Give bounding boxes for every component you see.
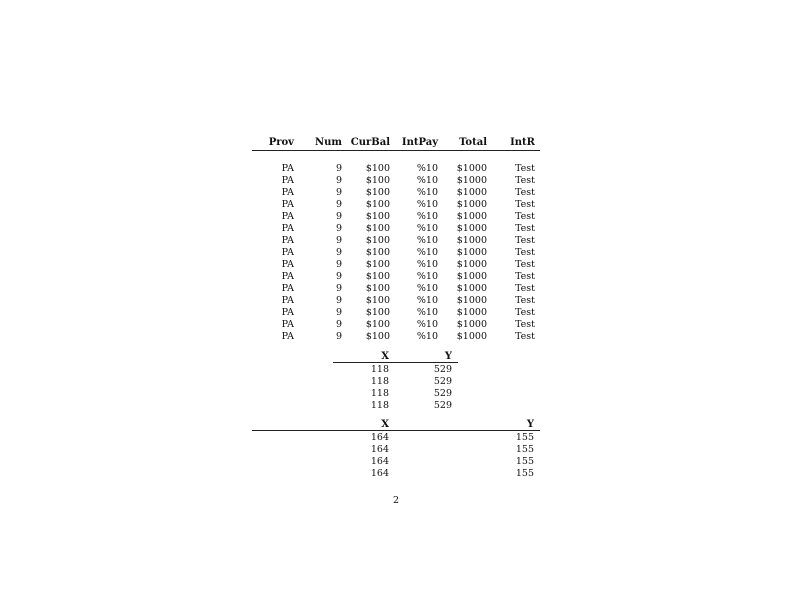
table-cell: PA [281,175,294,186]
table-cell: %10 [416,247,438,258]
table-cell: PA [281,283,294,294]
table-cell: 164 [370,432,389,443]
table-cell: 529 [433,388,452,399]
table-cell: $100 [365,187,390,198]
table-cell: 155 [515,456,534,467]
table-cell: $1000 [456,223,487,234]
header-rule [333,362,458,363]
table-cell: 155 [515,468,534,479]
table-cell: Test [515,271,535,282]
table-cell: PA [281,307,294,318]
table-cell: $100 [365,295,390,306]
table-cell: 9 [335,283,342,294]
table-cell: $1000 [456,319,487,330]
table-cell: Test [515,175,535,186]
table-cell: PA [281,259,294,270]
table-cell: 118 [370,364,389,375]
table-cell: 155 [515,432,534,443]
table-cell: $1000 [456,283,487,294]
table-cell: PA [281,235,294,246]
column-header: IntPay [401,137,438,148]
header-rule [252,430,540,431]
table-cell: 9 [335,271,342,282]
table-cell: $100 [365,247,390,258]
table-cell: 9 [335,235,342,246]
table-cell: 155 [515,444,534,455]
table-cell: $100 [365,259,390,270]
table-cell: 9 [335,199,342,210]
table-cell: PA [281,223,294,234]
table-cell: 9 [335,223,342,234]
table-cell: $1000 [456,295,487,306]
table-cell: %10 [416,235,438,246]
table-cell: 9 [335,163,342,174]
table-cell: $100 [365,319,390,330]
column-header: X [381,351,389,362]
table-cell: %10 [416,283,438,294]
table-cell: $1000 [456,235,487,246]
header-rule [252,150,540,151]
table-cell: %10 [416,331,438,342]
table-cell: $1000 [456,271,487,282]
table-cell: $1000 [456,259,487,270]
table-cell: 9 [335,211,342,222]
table-cell: $100 [365,175,390,186]
table-cell: 9 [335,307,342,318]
table-cell: 164 [370,456,389,467]
table-cell: Test [515,259,535,270]
table-cell: 164 [370,468,389,479]
table-cell: $100 [365,199,390,210]
table-cell: Test [515,247,535,258]
table-cell: $1000 [456,211,487,222]
table-cell: %10 [416,295,438,306]
table-cell: $1000 [456,187,487,198]
table-cell: 9 [335,319,342,330]
table-cell: 529 [433,376,452,387]
table-cell: $1000 [456,163,487,174]
column-header: CurBal [350,137,390,148]
column-header: Num [315,137,342,148]
table-cell: %10 [416,163,438,174]
column-header: Y [526,419,534,430]
column-header: X [381,419,389,430]
table-cell: Test [515,235,535,246]
table-cell: %10 [416,175,438,186]
table-cell: 9 [335,187,342,198]
table-cell: PA [281,199,294,210]
table-cell: PA [281,295,294,306]
table-cell: $100 [365,223,390,234]
table-cell: %10 [416,307,438,318]
table-cell: %10 [416,319,438,330]
table-cell: PA [281,247,294,258]
table-cell: $1000 [456,175,487,186]
table-cell: Test [515,331,535,342]
table-cell: $1000 [456,199,487,210]
table-cell: 118 [370,376,389,387]
table-cell: Test [515,307,535,318]
table-cell: 9 [335,175,342,186]
table-cell: %10 [416,199,438,210]
table-cell: %10 [416,211,438,222]
table-cell: Test [515,163,535,174]
column-header: Y [444,351,452,362]
table-cell: Test [515,319,535,330]
table-cell: $100 [365,307,390,318]
table-cell: Test [515,199,535,210]
table-cell: 118 [370,400,389,411]
table-cell: PA [281,331,294,342]
table-cell: Test [515,211,535,222]
table-cell: $100 [365,331,390,342]
page-number: 2 [392,495,400,506]
table-cell: %10 [416,187,438,198]
table-cell: %10 [416,259,438,270]
table-cell: 118 [370,388,389,399]
table-cell: Test [515,223,535,234]
table-cell: $100 [365,211,390,222]
table-cell: 9 [335,247,342,258]
table-cell: $100 [365,163,390,174]
table-cell: 9 [335,259,342,270]
table-cell: Test [515,283,535,294]
table-cell: $1000 [456,331,487,342]
column-header: Prov [268,137,294,148]
table-cell: PA [281,211,294,222]
table-cell: 164 [370,444,389,455]
column-header: Total [459,137,487,148]
table-cell: 529 [433,364,452,375]
table-cell: $1000 [456,247,487,258]
table-cell: PA [281,319,294,330]
table-cell: $1000 [456,307,487,318]
table-cell: %10 [416,223,438,234]
column-header: IntR [510,137,535,148]
table-cell: PA [281,271,294,282]
table-cell: Test [515,187,535,198]
table-cell: $100 [365,271,390,282]
table-cell: $100 [365,235,390,246]
table-cell: PA [281,187,294,198]
table-cell: 9 [335,295,342,306]
table-cell: $100 [365,283,390,294]
table-cell: %10 [416,271,438,282]
table-cell: Test [515,295,535,306]
table-cell: PA [281,163,294,174]
table-cell: 529 [433,400,452,411]
table-cell: 9 [335,331,342,342]
